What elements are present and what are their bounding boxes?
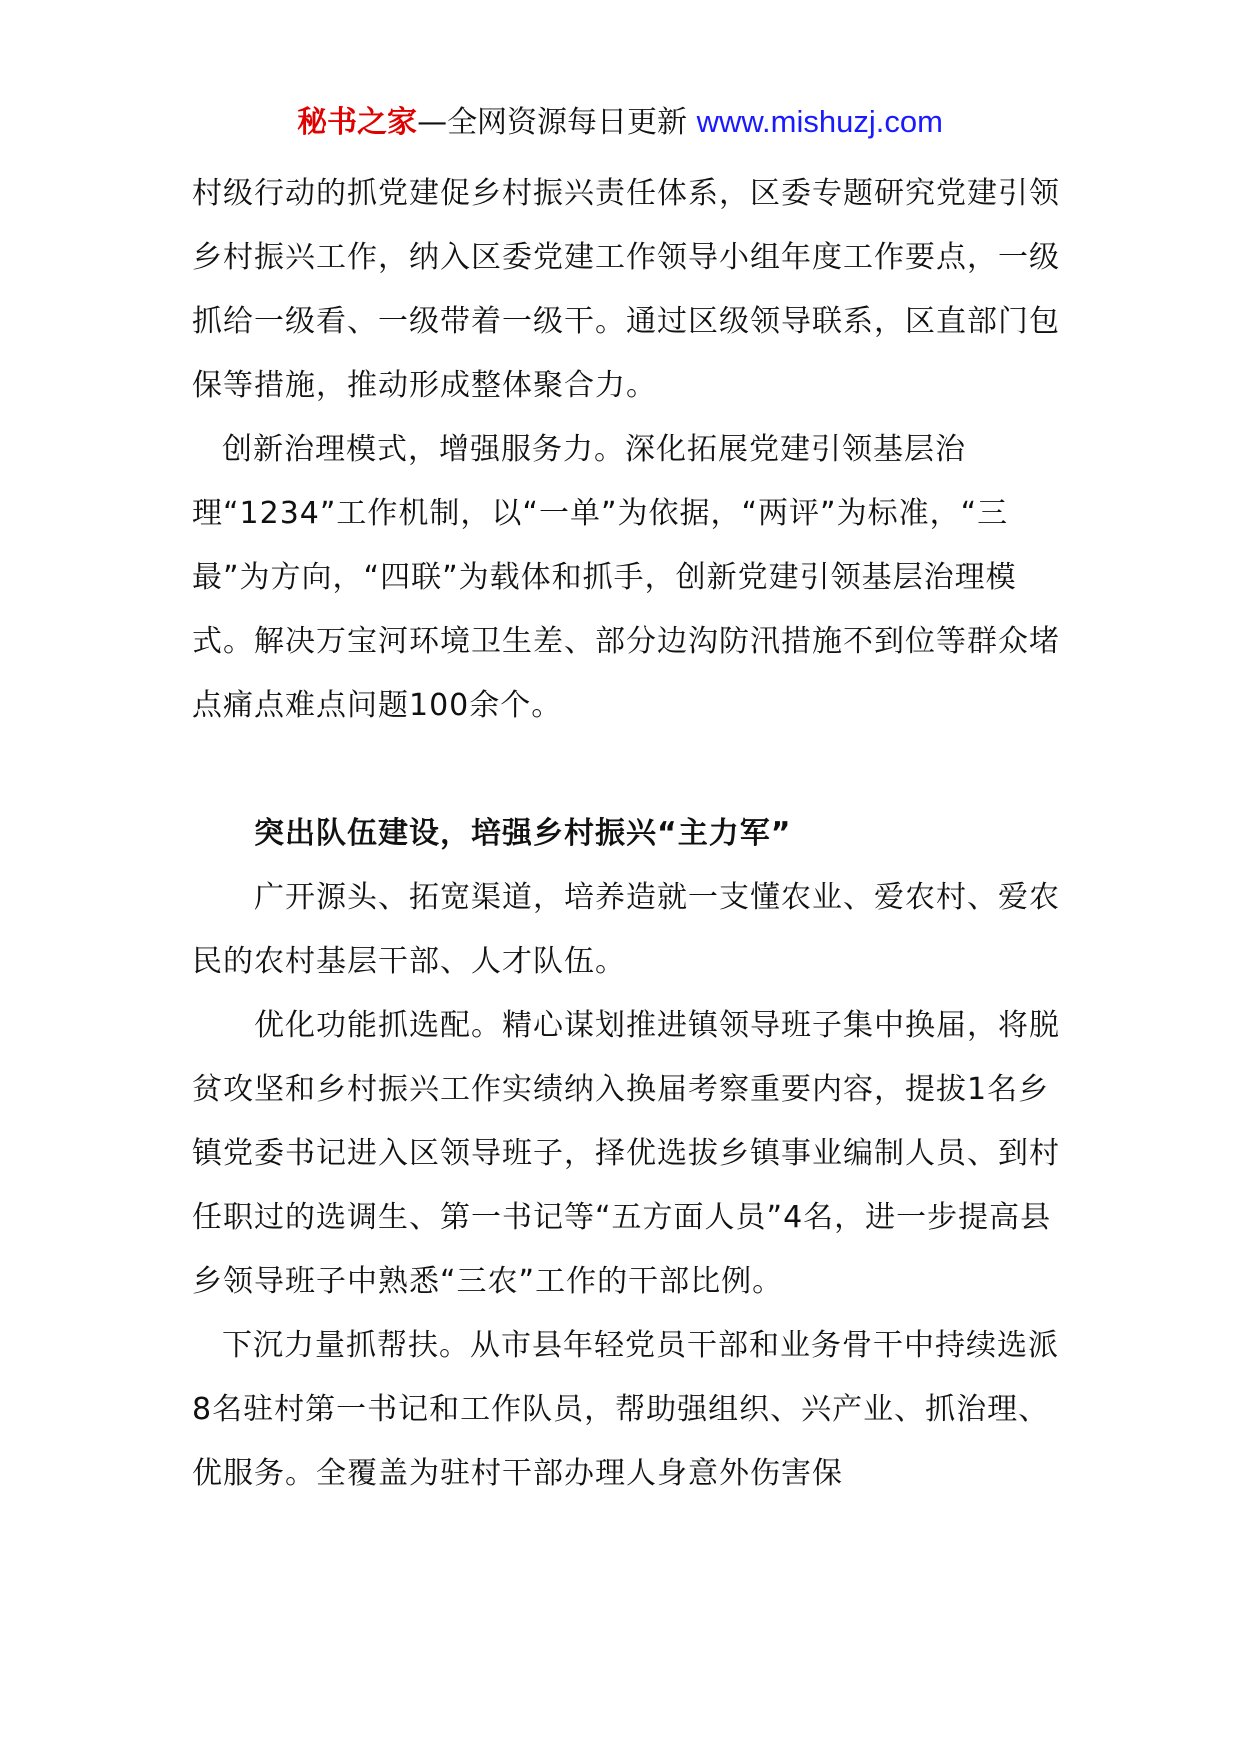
page-header	[0, 100, 1240, 145]
paragraph: 创新治理模式，增强服务力。深化拓展党建引领基层治理“1234”工作机制，以“一单”为依据，“两评”为标准，“三最”为方向，“四联”为载体和抓手，创新党建引领基层治理模式。解决万宝河环境卫生差、部分边沟防汛措施不到位等群众堵点痛点难点问题100余个。	[192, 432, 1060, 723]
brand-name: 秘书之家	[297, 105, 418, 140]
section-heading: 突出队伍建设，培强乡村振兴“主力军”	[254, 816, 792, 851]
header-tagline: —全网资源每日更新	[417, 105, 697, 140]
paragraph-spacer	[192, 738, 1072, 802]
site-url[interactable]: www.mishuzj.com	[696, 104, 943, 139]
paragraph: 广开源头、拓宽渠道，培养造就一支懂农业、爱农村、爱农民的农村基层干部、人才队伍。	[192, 880, 1060, 979]
paragraph: 村级行动的抓党建促乡村振兴责任体系，区委专题研究党建引领乡村振兴工作，纳入区委党建工作领导小组年度工作要点，一级抓给一级看、一级带着一级干。通过区级领导联系，区直部门包保等措施，推动形成整体聚合力。	[192, 176, 1060, 403]
document-body	[192, 162, 1072, 1506]
paragraph: 优化功能抓选配。精心谋划推进镇领导班子集中换届，将脱贫攻坚和乡村振兴工作实绩纳入换届考察重要内容，提拔1名乡镇党委书记进入区领导班子，择优选拔乡镇事业编制人员、到村任职过的选调生、第一书记等“五方面人员”4名，进一步提高县乡领导班子中熟悉“三农”工作的干部比例。	[192, 1008, 1060, 1299]
paragraph: 下沉力量抓帮扶。从市县年轻党员干部和业务骨干中持续选派8名驻村第一书记和工作队员，帮助强组织、兴产业、抓治理、优服务。全覆盖为驻村干部办理人身意外伤害保	[192, 1328, 1059, 1491]
